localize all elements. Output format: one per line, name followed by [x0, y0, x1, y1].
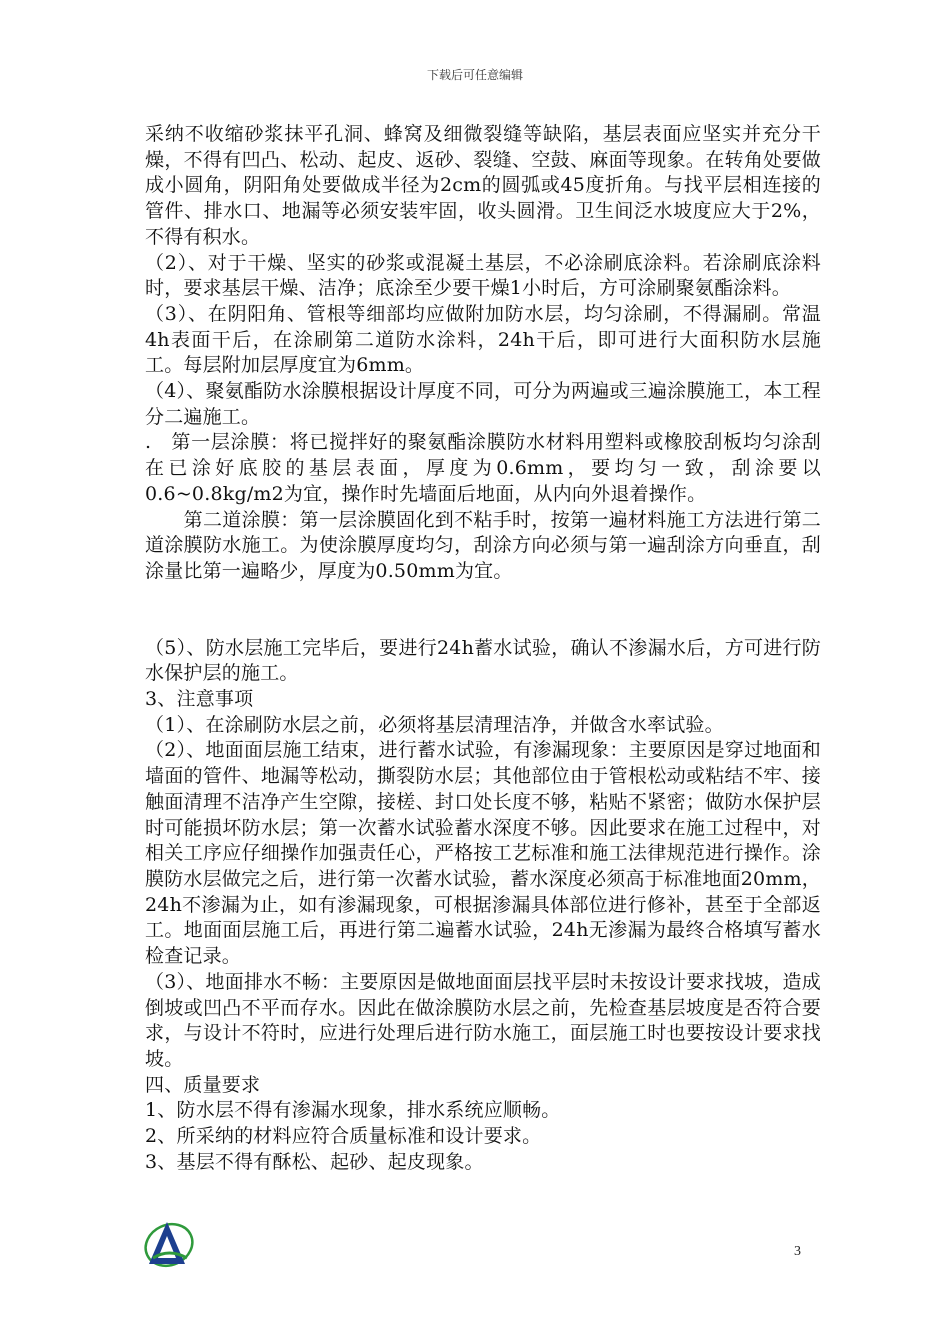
- paragraph: . 第一层涂膜：将已搅拌好的聚氨酯涂膜防水材料用塑料或橡胶刮板均匀涂刮在已涂好底胶的基层表面，厚度为0.6mm，要均匀一致，刮涂要以0.6~0.8kg/m2为宜，操作时先墙面后地面，从内向外退着操作。: [145, 431, 821, 505]
- paragraph: （2）、地面面层施工结束，进行蓄水试验，有渗漏现象：主要原因是穿过地面和墙面的管件、地漏等松动，撕裂防水层；其他部位由于管根松动或粘结不牢、接触面清理不洁净产生空隙，接槎、封口处长度不够，粘贴不紧密；做防水保护层时可能损坏防水层；第一次蓄水试验蓄水深度不够。因此要求在施工过程中，对相关工序应仔细操作加强责任心，严格按工艺标准和施工法律规范进行操作。涂膜防水层做完之后，进行第一次蓄水试验，蓄水深度必须高于标准地面20mm，24h不渗漏为止，如有渗漏现象，可根据渗漏具体部位进行修补，甚至于全部返工。地面面层施工后，再进行第二遍蓄水试验，24h无渗漏为最终合格填写蓄水检查记录。: [145, 739, 821, 968]
- page-number: 3: [794, 1244, 801, 1259]
- section-heading: 3、注意事项: [145, 688, 254, 711]
- paragraph: （5）、防水层施工完毕后，要进行24h蓄水试验，确认不渗漏水后，方可进行防水保护层的施工。: [145, 636, 821, 685]
- paragraph: 采纳不收缩砂浆抹平孔洞、蜂窝及细微裂缝等缺陷，基层表面应坚实并充分干燥，不得有凹凸、松动、起皮、返砂、裂缝、空鼓、麻面等现象。在转角处要做成小圆角，阴阳角处要做成半径为2cm的圆弧或45度折角。与找平层相连接的管件、排水口、地漏等必须安装牢固，收头圆滑。卫生间泛水坡度应大于2%，不得有积水。: [145, 123, 821, 248]
- section-heading: 四、质量要求: [145, 1073, 261, 1096]
- paragraph: 3、基层不得有酥松、起砂、起皮现象。: [145, 1150, 484, 1173]
- paragraph: （3）、地面排水不畅：主要原因是做地面面层找平层时未按设计要求找坡，造成倒坡或凹凸不平而存水。因此在做涂膜防水层之前，先检查基层坡度是否符合要求，与设计不符时，应进行处理后进行防水施工，面层施工时也要按设计要求找坡。: [145, 970, 821, 1070]
- paragraph: （2）、对于干燥、坚实的砂浆或混凝土基层，不必涂刷底涂料。若涂刷底涂料时，要求基层干燥、洁净；底涂至少要干燥1小时后，方可涂刷聚氨酯涂料。: [145, 251, 821, 300]
- paragraph: （4）、聚氨酯防水涂膜根据设计厚度不同，可分为两遍或三遍涂膜施工，本工程分二遍施工。: [145, 380, 821, 428]
- blank-gap: [145, 585, 821, 636]
- page-header: 下载后可任意编辑: [426, 68, 523, 82]
- paragraph: 第二道涂膜：第一层涂膜固化到不粘手时，按第一遍材料施工方法进行第二道涂膜防水施工。为使涂膜厚度均匀，刮涂方向必须与第一遍刮涂方向垂直，刮涂量比第一遍略少，厚度为0.50mm为宜。: [145, 508, 821, 582]
- paragraph: 2、所采纳的材料应符合质量标准和设计要求。: [145, 1125, 542, 1148]
- paragraph: （3）、在阴阳角、管根等细部均应做附加防水层，均匀涂刷，不得漏刷。常温4h表面干后，在涂刷第二道防水涂料，24h干后，即可进行大面积防水层施工。每层附加层厚度宜为6mm。: [145, 302, 821, 377]
- paragraph: 1、防水层不得有渗漏水现象，排水系统应顺畅。: [145, 1099, 561, 1122]
- company-logo: [139, 1218, 197, 1270]
- paragraph: （1）、在涂刷防水层之前，必须将基层清理洁净，并做含水率试验。: [145, 713, 724, 736]
- document-body: [145, 122, 821, 1175]
